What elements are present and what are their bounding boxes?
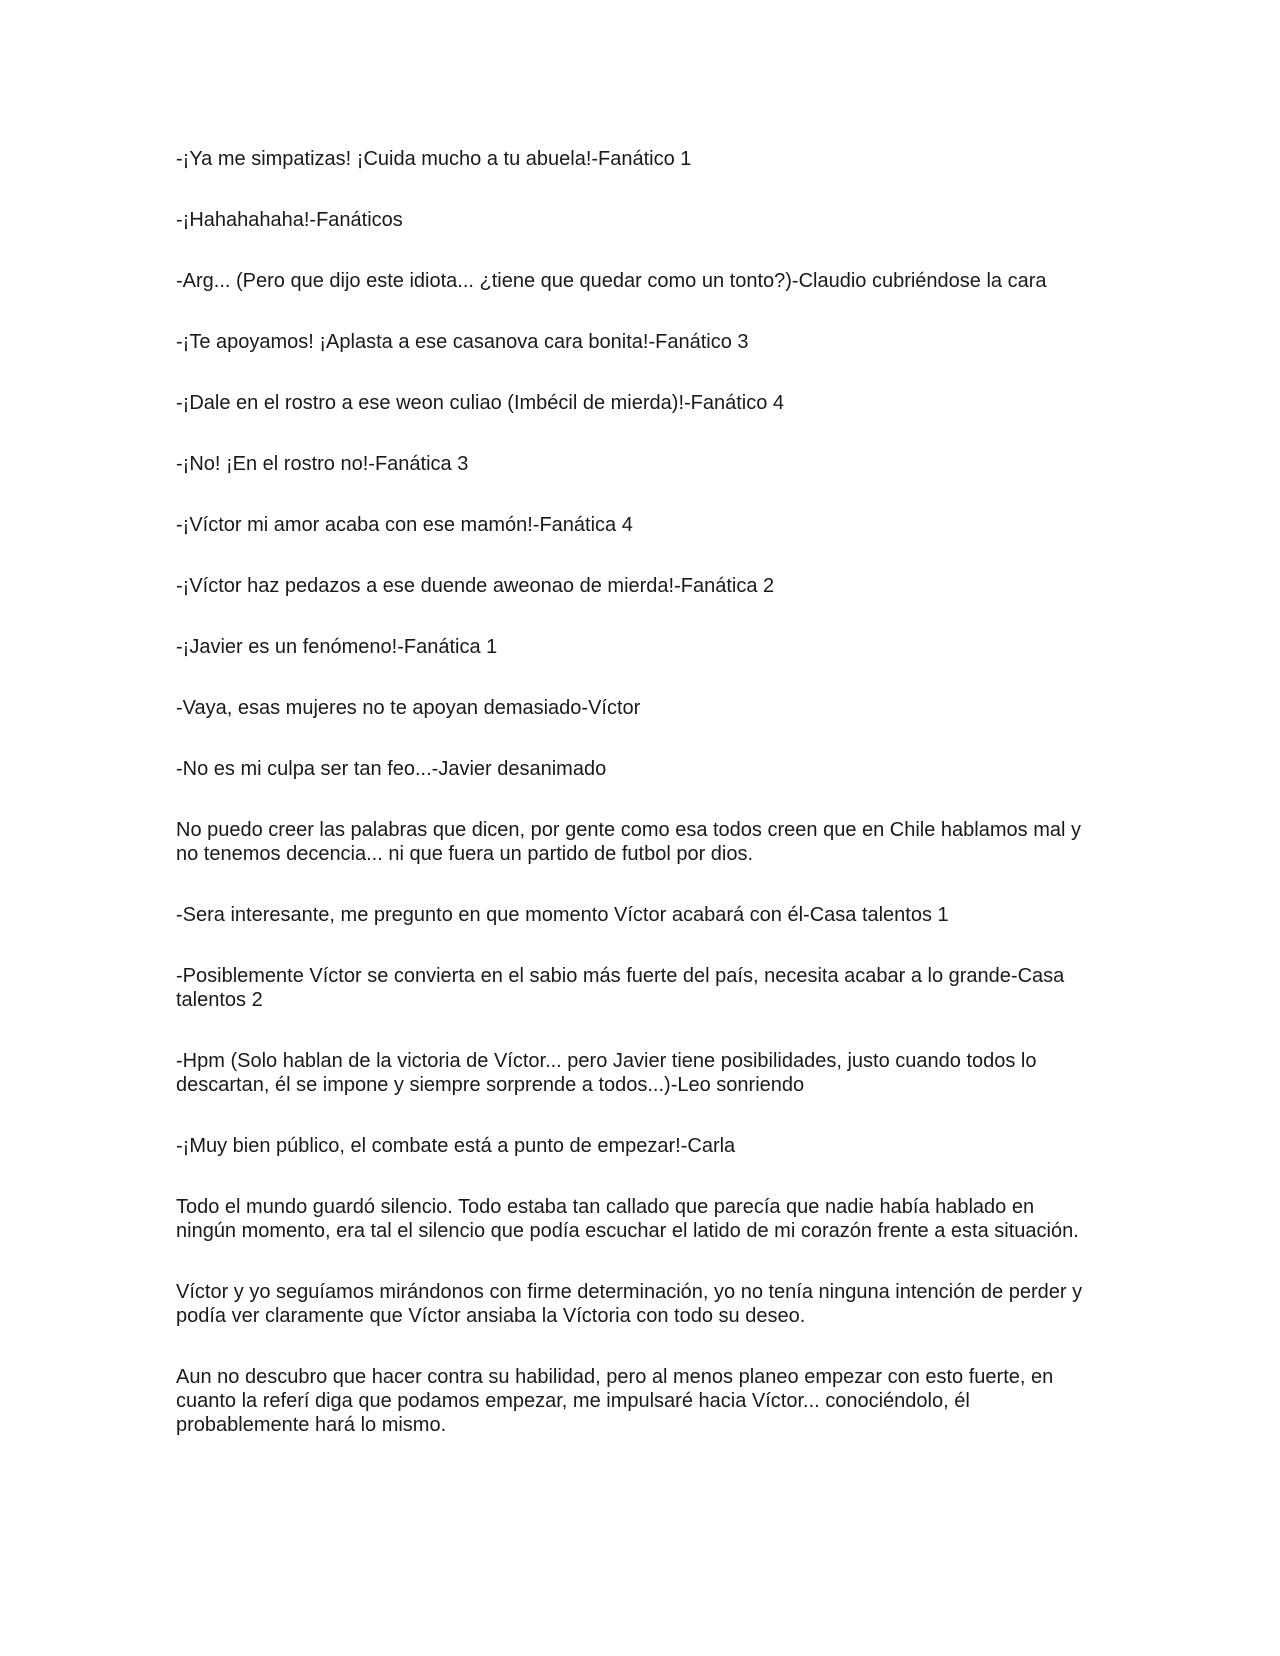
paragraph-6: -¡No! ¡En el rostro no!-Fanática 3 xyxy=(176,453,469,475)
paragraph-18: Víctor y yo seguíamos mirándonos con firme determinación, yo no tenía ninguna intención de perder y podía ver claramente que Víctor ansiaba la Víctoria con todo su deseo. xyxy=(176,1281,1083,1327)
paragraph-8: -¡Víctor haz pedazos a ese duende aweonao de mierda!-Fanática 2 xyxy=(176,575,775,597)
paragraph-5: -¡Dale en el rostro a ese weon culiao (Imbécil de mierda)!-Fanático 4 xyxy=(176,392,785,414)
paragraph-7: -¡Víctor mi amor acaba con ese mamón!-Fanática 4 xyxy=(176,514,633,536)
paragraph-16: -¡Muy bien público, el combate está a punto de empezar!-Carla xyxy=(176,1135,736,1157)
paragraph-11: -No es mi culpa ser tan feo...-Javier desanimado xyxy=(176,758,607,780)
paragraph-17: Todo el mundo guardó silencio. Todo estaba tan callado que parecía que nadie había hablado en ningún momento, era tal el silencio que podía escuchar el latido de mi corazón frente a esta situación. xyxy=(176,1196,1079,1242)
paragraph-19: Aun no descubro que hacer contra su habilidad, pero al menos planeo empezar con esto fuerte, en cuanto la referí diga que podamos empezar, me impulsaré hacia Víctor... conociéndolo, él probablemente hará lo mismo. xyxy=(176,1366,1054,1436)
paragraph-9: -¡Javier es un fenómeno!-Fanática 1 xyxy=(176,636,498,658)
paragraph-13: -Sera interesante, me pregunto en que momento Víctor acabará con él-Casa talentos 1 xyxy=(176,904,949,926)
paragraph-14: -Posiblemente Víctor se convierta en el sabio más fuerte del país, necesita acabar a lo grande-Casa talentos 2 xyxy=(176,965,1065,1011)
document-body xyxy=(176,147,1098,1474)
paragraph-2: -¡Hahahahaha!-Fanáticos xyxy=(176,209,403,231)
paragraph-12: No puedo creer las palabras que dicen, por gente como esa todos creen que en Chile hablamos mal y no tenemos decencia... ni que fuera un partido de futbol por dios. xyxy=(176,819,1081,865)
paragraph-4: -¡Te apoyamos! ¡Aplasta a ese casanova cara bonita!-Fanático 3 xyxy=(176,331,749,353)
paragraph-10: -Vaya, esas mujeres no te apoyan demasiado-Víctor xyxy=(176,697,641,719)
paragraph-15: -Hpm (Solo hablan de la victoria de Víctor... pero Javier tiene posibilidades, justo cuando todos lo descartan, él se impone y siempre sorprende a todos...)-Leo sonriendo xyxy=(176,1050,1037,1096)
paragraph-3: -Arg... (Pero que dijo este idiota... ¿tiene que quedar como un tonto?)-Claudio cubriéndose la cara xyxy=(176,270,1047,292)
paragraph-1: -¡Ya me simpatizas! ¡Cuida mucho a tu abuela!-Fanático 1 xyxy=(176,148,692,170)
